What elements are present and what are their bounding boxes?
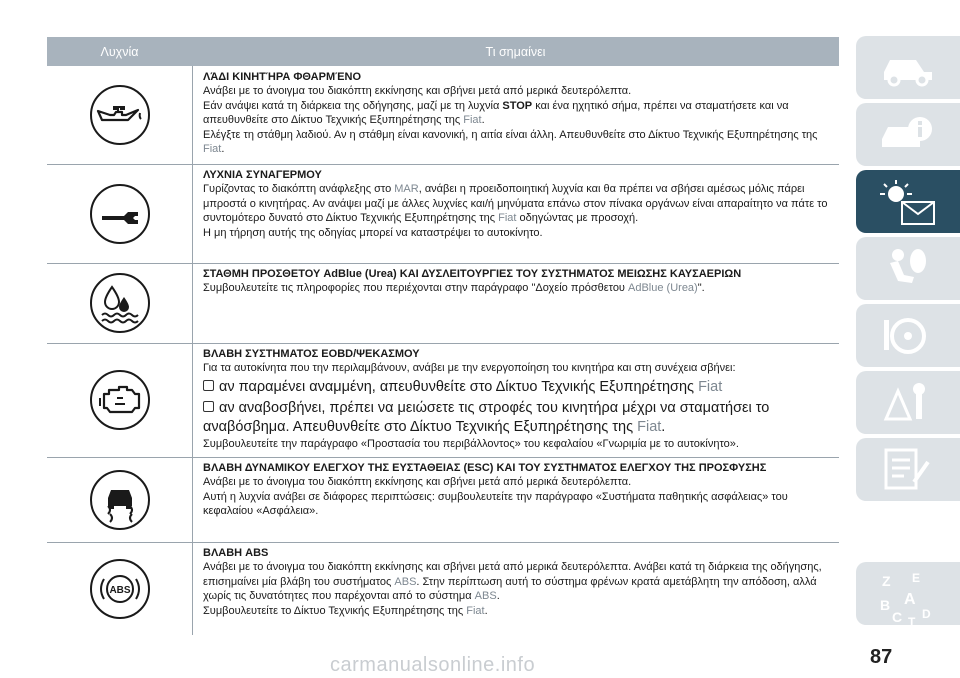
svg-text:B: B bbox=[880, 597, 891, 613]
row-text: ΒΛΑΒΗ ΔΥΝΑΜΙΚΟΥ ΕΛΕΓΧΟΥ ΤΗΣ ΕΥΣΤΑΘΕΙΑΣ (ESC) ΚΑΙ ΤΟΥ ΣΥΣΤΗΜΑΤΟΣ ΕΛΕΓΧΟΥ ΤΗΣ ΠΡΟΣΦΥΣΗΣ Ανάβει με το άνοιγμα του διακόπτη εκκίνησης και σβήνει μετά από μερικά δευτερόλεπτα. Αυτή η λυχνία ανάβει σε διάφορες περιπτώσεις: συμβουλευτείτε την παράγραφο «Συστήματα παθητικής ασφάλειας» του κεφαλαίου «Ασφάλεια». bbox=[203, 461, 833, 519]
row-title: ΒΛΑΒΗ ABS bbox=[203, 547, 269, 559]
airbag-person-icon bbox=[878, 245, 938, 291]
abs-icon bbox=[88, 557, 152, 621]
row-title: ΒΛΑΒΗ ΣΥΣΤΗΜΑΤΟΣ EOBD/ΨΕΚΑΣΜΟΥ bbox=[203, 348, 420, 360]
table-header bbox=[47, 37, 839, 66]
svg-text:T: T bbox=[908, 615, 916, 628]
row-text: ΛΥΧΝΙΑ ΣΥΝΑΓΕΡΜΟΥ Γυρίζοντας το διακόπτη ανάφλεξης στο MAR, ανάβει η προειδοποιητική λυχνία και θα πρέπει να σβήσει αμέσως μόλις πάρει μπροστά ο κινητήρας. Αν ανάψει μαζί με άλλες λυχνίες και/ή μηνύματα επάνω στον πίνακα οργάνων είναι απαραίτητο να πάτε το συντομότερο δυνατό στο Δίκτυο Τεχνικής Εξυπηρέτησης της Fiat οδηγώντας με προσοχή. Η μη τήρηση αυτής της οδηγίας μπορεί να καταστρέψει το αυτοκίνητο. bbox=[203, 168, 833, 240]
bullet-icon bbox=[203, 380, 214, 391]
table-row bbox=[47, 263, 839, 344]
breakdown-tools-icon bbox=[878, 379, 938, 425]
index-letters-icon bbox=[878, 570, 942, 628]
table-row bbox=[47, 164, 839, 264]
row-text: ΒΛΑΒΗ ΣΥΣΤΗΜΑΤΟΣ EOBD/ΨΕΚΑΣΜΟΥ Για τα αυτοκίνητα που την περιλαμβάνουν, ανάβει με την ενεργοποίηση του κινητήρα και στη συνέχεια σβήνει: αν παραμένει αναμμένη, απευθυνθείτε στο Δίκτυο Τεχνικής Εξυπηρέτησης Fiat αν αναβοσβήνει, πρέπει να μειώσετε τις στροφές του κινητήρα μέχρι να σταματήσει το αναβόσβημα. Απευθυνθείτε στο Δίκτυο Τεχνικής Εξυπηρέτησης της Fiat. Συμβουλευτείτε την παράγραφο «Προστασία του περιβάλλοντος» του κεφαλαίου «Γνωριμία με το αυτοκίνητο». bbox=[203, 347, 833, 451]
svg-text:C: C bbox=[892, 609, 903, 625]
row-text: ΒΛΑΒΗ ABS Ανάβει με το άνοιγμα του διακόπτη εκκίνησης και σβήνει μετά από μερικά δευτερόλεπτα. Ανάβει κατά τη διάρκεια της οδήγησης, επισημαίνει μία βλάβη του συστήματος ABS. Στην περίπτωση αυτή το σύστημα φρένων κρατά αμετάβλητη την απόδοση, αλλά χωρίς τις δυνατότητες που παρέχονται από το σύστημα ABS. Συμβουλευτείτε το Δίκτυο Τεχνικής Εξυπηρέτησης της Fiat. bbox=[203, 546, 833, 618]
table-row bbox=[47, 343, 839, 458]
row-text: ΛΆΔΙ ΚΙΝΗΤΉΡΑ ΦΘΑΡΜΈΝΟ Ανάβει με το άνοιγμα του διακόπτη εκκίνησης και σβήνει μετά από μερικά δευτερόλεπτα. Εάν ανάψει κατά τη διάρκεια της οδήγησης, μαζί με τη λυχνία STOP και ένα ηχητικό σήμα, πρέπει να σταματήσετε και να απευθυνθείτε στο Δίκτυο Τεχνικής Εξυπηρέτησης της Fiat. Ελέγξτε τη στάθμη λαδιού. Αν η στάθμη είναι κανονική, η αιτία είναι άλλη. Απευθυνθείτε στο Δίκτυο Τεχνικής Εξυπηρέτησης της Fiat. bbox=[203, 70, 833, 156]
tab-safety[interactable] bbox=[856, 237, 960, 300]
table-row bbox=[47, 542, 839, 635]
svg-text:A: A bbox=[904, 591, 916, 608]
list-item: αν αναβοσβήνει, πρέπει να μειώσετε τις στροφές του κινητήρα μέχρι να σταματήσει το αναβόσβημα. Απευθυνθείτε στο Δίκτυο Τεχνικής Εξυπηρέτησης της Fiat. bbox=[203, 399, 770, 435]
row-title: ΛΥΧΝΙΑ ΣΥΝΑΓΕΡΜΟΥ bbox=[203, 169, 322, 181]
header-meaning: Τι σημαίνει bbox=[485, 44, 546, 59]
wrench-icon bbox=[88, 182, 152, 246]
row-title: ΣΤΑΘΜΗ ΠΡΟΣΘΕΤΟΥ AdBlue (Urea) ΚΑΙ ΔΥΣΛΕΙΤΟΥΡΓΙΕΣ ΤΟΥ ΣΥΣΤΗΜΑΤΟΣ ΜΕΙΩΣΗΣ ΚΑΥΣΑΕΡΙΩΝ bbox=[203, 268, 742, 280]
tab-info[interactable] bbox=[856, 103, 960, 166]
steering-service-icon bbox=[878, 312, 938, 358]
adblue-drop-icon bbox=[88, 271, 152, 335]
tab-emergency[interactable] bbox=[856, 371, 960, 434]
checklist-icon bbox=[878, 446, 938, 492]
info-icon bbox=[878, 111, 938, 157]
esc-skid-icon bbox=[88, 468, 152, 532]
list-item: αν παραμένει αναμμένη, απευθυνθείτε στο Δίκτυο Τεχνικής Εξυπηρέτησης Fiat bbox=[203, 378, 833, 397]
chapter-sidebar bbox=[848, 0, 960, 678]
svg-text:Z: Z bbox=[882, 573, 891, 589]
table-row bbox=[47, 457, 839, 543]
tab-warning-lights[interactable] bbox=[856, 170, 960, 233]
tab-maintenance[interactable] bbox=[856, 438, 960, 501]
page-number: 87 bbox=[870, 646, 893, 668]
watermark: carmanualsonline.info bbox=[330, 654, 536, 676]
oil-can-icon bbox=[88, 83, 152, 147]
svg-text:D: D bbox=[922, 607, 931, 621]
car-icon bbox=[878, 44, 938, 90]
table-row bbox=[47, 66, 839, 165]
engine-icon bbox=[88, 368, 152, 432]
bullet-icon bbox=[203, 401, 214, 412]
tab-car[interactable] bbox=[856, 36, 960, 99]
warning-light-icon bbox=[878, 178, 940, 228]
tab-index[interactable] bbox=[856, 562, 960, 628]
row-title: ΛΆΔΙ ΚΙΝΗΤΉΡΑ ΦΘΑΡΜΈΝΟ bbox=[203, 71, 362, 83]
row-text: ΣΤΑΘΜΗ ΠΡΟΣΘΕΤΟΥ AdBlue (Urea) ΚΑΙ ΔΥΣΛΕΙΤΟΥΡΓΙΕΣ ΤΟΥ ΣΥΣΤΗΜΑΤΟΣ ΜΕΙΩΣΗΣ ΚΑΥΣΑΕΡΙΩΝ Συμβουλευτείτε τις πληροφορίες που περιέχονται στην παράγραφο "Δοχείο πρόσθετου AdBlue (Urea)". bbox=[203, 267, 833, 296]
tab-driving[interactable] bbox=[856, 304, 960, 367]
row-title: ΒΛΑΒΗ ΔΥΝΑΜΙΚΟΥ ΕΛΕΓΧΟΥ ΤΗΣ ΕΥΣΤΑΘΕΙΑΣ (ESC) ΚΑΙ ΤΟΥ ΣΥΣΤΗΜΑΤΟΣ ΕΛΕΓΧΟΥ ΤΗΣ ΠΡΟΣΦΥΣΗΣ bbox=[203, 462, 767, 474]
svg-text:E: E bbox=[912, 571, 921, 585]
svg-text:ABS: ABS bbox=[108, 584, 131, 596]
header-lamp: Λυχνία bbox=[100, 44, 139, 59]
